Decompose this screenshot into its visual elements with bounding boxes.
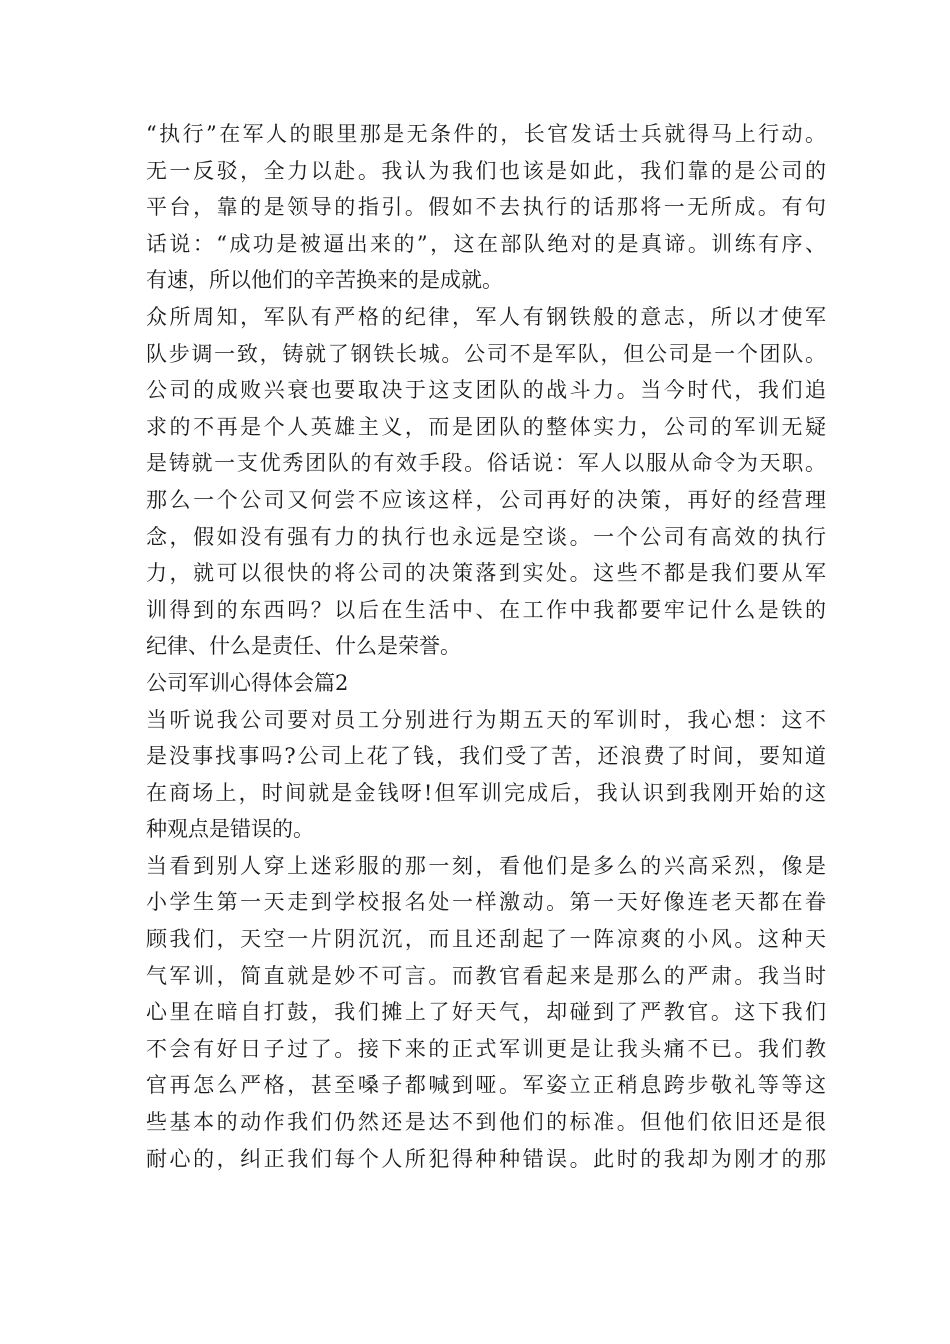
text-line: 众所周知，军队有严格的纪律，军人有钢铁般的意志，所以才使军 <box>146 304 826 329</box>
text-line: 小学生第一天走到学校报名处一样激动。第一天好像连老天都在眷 <box>146 890 826 915</box>
text-line: 官再怎么严格，甚至嗓子都喊到哑。军姿立正稍息跨步敬礼等等这 <box>146 1073 826 1098</box>
text-line: 力，就可以很快的将公司的决策落到实处。这些不都是我们要从军 <box>146 561 826 586</box>
text-line: 训得到的东西吗？以后在生活中、在工作中我都要牢记什么是铁的 <box>146 597 826 622</box>
text-line: 是没事找事吗?公司上花了钱，我们受了苦，还浪费了时间，要知道 <box>146 744 826 769</box>
text-line: 顾我们，天空一片阴沉沉，而且还刮起了一阵凉爽的小风。这种天 <box>146 927 826 952</box>
text-line: 无一反驳，全力以赴。我认为我们也该是如此，我们靠的是公司的 <box>146 158 826 183</box>
text-line: 气军训，简直就是妙不可言。而教官看起来是那么的严肃。我当时 <box>146 963 826 988</box>
text-line: 队步调一致，铸就了钢铁长城。公司不是军队，但公司是一个团队。 <box>146 341 826 366</box>
section-heading: 公司军训心得体会篇2 <box>146 670 349 695</box>
document-body <box>146 116 826 1177</box>
text-line: 当看到别人穿上迷彩服的那一刻，看他们是多么的兴高采烈，像是 <box>146 853 826 878</box>
text-line: 种观点是错误的。 <box>146 817 314 842</box>
text-line: 有速，所以他们的辛苦换来的是成就。 <box>146 268 503 293</box>
text-line: 是铸就一支优秀团队的有效手段。俗话说：军人以服从命令为天职。 <box>146 451 826 476</box>
text-line: 那么一个公司又何尝不应该这样，公司再好的决策，再好的经营理 <box>146 487 826 512</box>
text-line: 话说：“成功是被逼出来的”，这在部队绝对的是真谛。训练有序、 <box>146 231 826 256</box>
text-line: 心里在暗自打鼓，我们摊上了好天气，却碰到了严教官。这下我们 <box>146 1000 826 1025</box>
text-line: 平台，靠的是领导的指引。假如不去执行的话那将一无所成。有句 <box>146 195 826 220</box>
text-line: 耐心的，纠正我们每个人所犯得种种错误。此时的我却为刚才的那 <box>146 1146 826 1171</box>
text-line: 在商场上，时间就是金钱呀!但军训完成后，我认识到我刚开始的这 <box>146 780 826 805</box>
text-line: 当听说我公司要对员工分别进行为期五天的军训时，我心想：这不 <box>146 707 826 732</box>
text-line: 纪律、什么是责任、什么是荣誉。 <box>146 634 461 659</box>
text-line: 念，假如没有强有力的执行也永远是空谈。一个公司有高效的执行 <box>146 524 826 549</box>
text-line: 不会有好日子过了。接下来的正式军训更是让我头痛不已。我们教 <box>146 1036 826 1061</box>
text-line: “执行”在军人的眼里那是无条件的，长官发话士兵就得马上行动。 <box>146 122 826 146</box>
text-line: 公司的成败兴衰也要取决于这支团队的战斗力。当今时代，我们追 <box>146 378 826 403</box>
text-line: 求的不再是个人英雄主义，而是团队的整体实力，公司的军训无疑 <box>146 414 826 439</box>
text-line: 些基本的动作我们仍然还是达不到他们的标准。但他们依旧还是很 <box>146 1110 826 1135</box>
